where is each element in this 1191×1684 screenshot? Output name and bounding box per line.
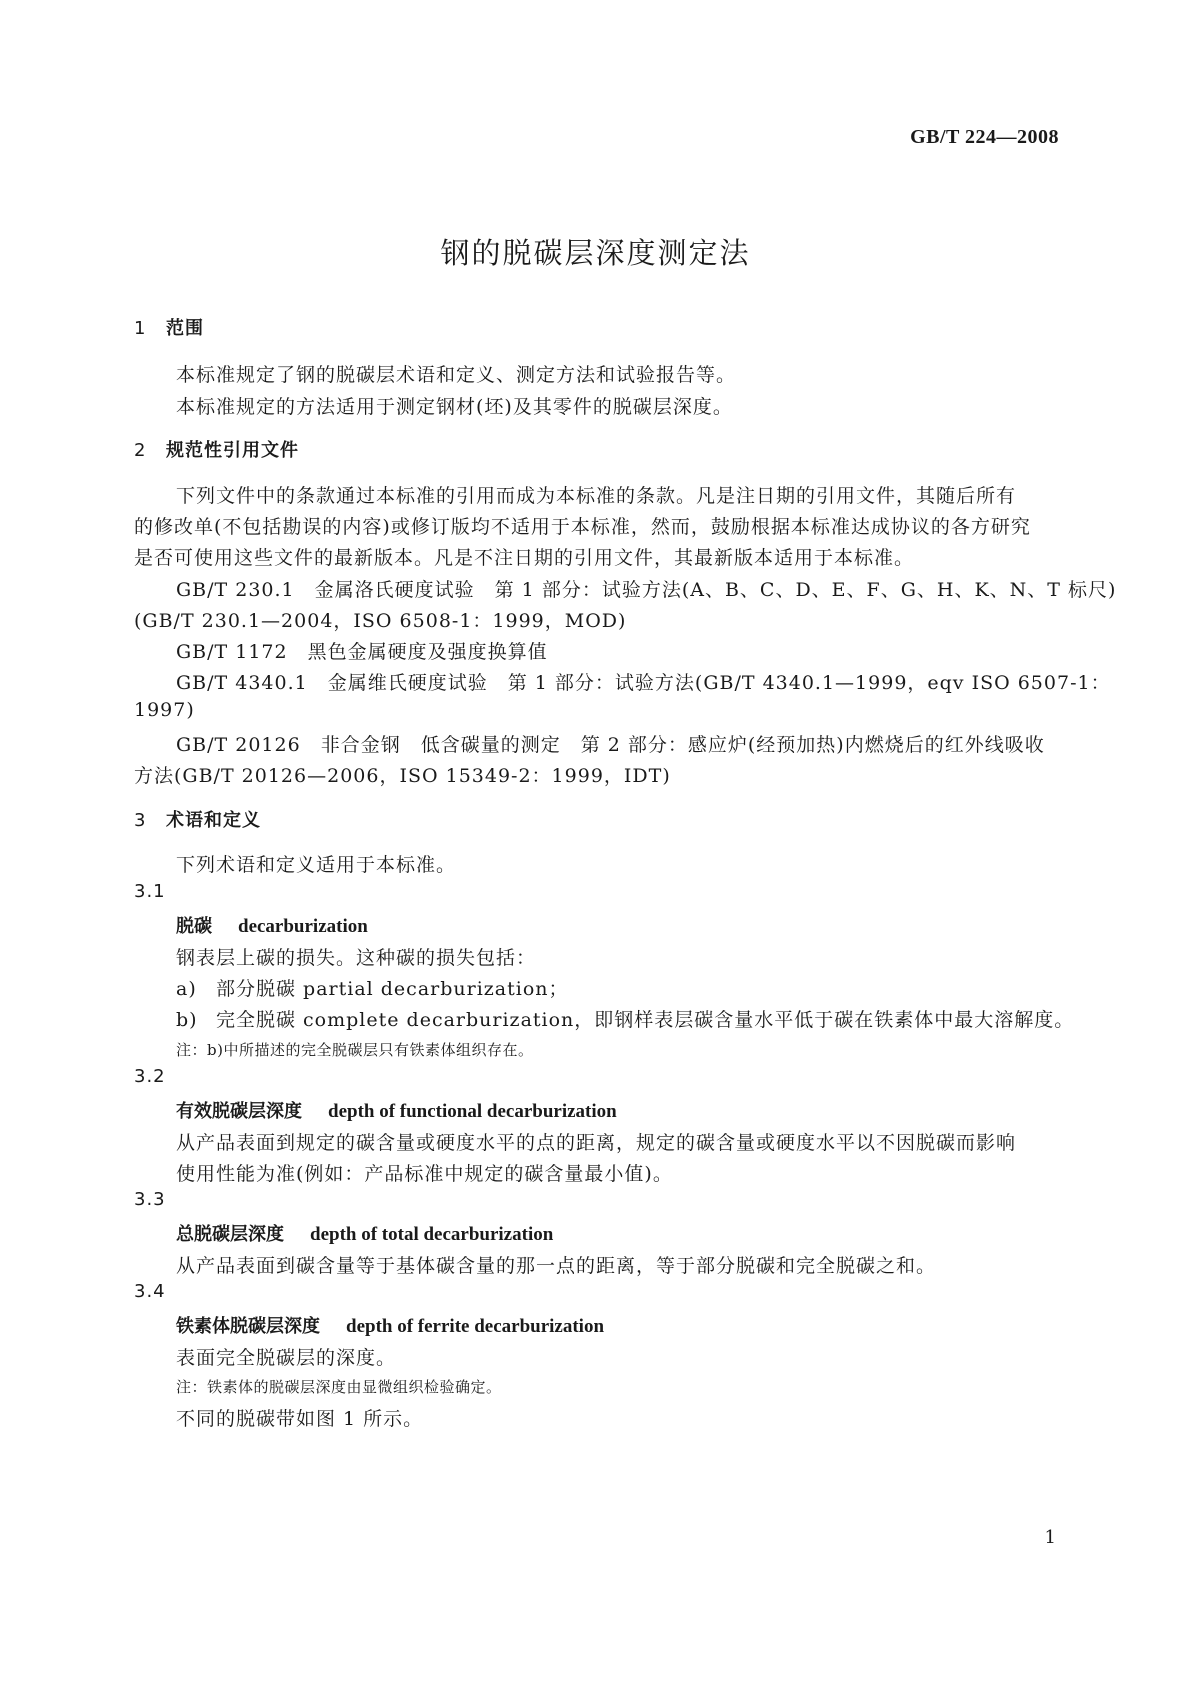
page-number: 1 [1044, 1527, 1056, 1548]
reference-entry: GB/T 20126 非合金钢 低含碳量的测定 第 2 部分：感应炉(经预加热)内燃烧后的红外线吸收 [176, 734, 1045, 756]
paragraph-line: 是否可使用这些文件的最新版本。凡是不注日期的引用文件，其最新版本适用于本标准。 [134, 547, 915, 569]
standard-number: GB/T 224—2008 [910, 126, 1059, 148]
paragraph: 本标准规定的方法适用于测定钢材(坯)及其零件的脱碳层深度。 [176, 396, 733, 418]
clause-number: 3.1 [134, 881, 166, 902]
section-3-heading [134, 806, 261, 832]
list-item-text: 完全脱碳 complete decarburization，即钢样表层碳含量水平低于碳在铁素体中最大溶解度。 [216, 1009, 1075, 1031]
clause-number: 3.3 [134, 1189, 166, 1210]
paragraph: 本标准规定了钢的脱碳层术语和定义、测定方法和试验报告等。 [176, 364, 737, 386]
definition: 钢表层上碳的损失。这种碳的损失包括： [176, 947, 537, 969]
definition: 从产品表面到碳含量等于基体碳含量的那一点的距离，等于部分脱碳和完全脱碳之和。 [176, 1255, 937, 1277]
reference-entry-cont: 1997) [134, 699, 195, 721]
list-marker: b) [176, 1009, 198, 1031]
section-title: 规范性引用文件 [166, 440, 299, 461]
definition-line: 从产品表面到规定的碳含量或硬度水平的点的距离，规定的碳含量或硬度水平以不因脱碳而影响 [176, 1132, 1017, 1154]
term-zh: 铁素体脱碳层深度 [176, 1316, 320, 1337]
paragraph: 不同的脱碳带如图 1 所示。 [176, 1408, 424, 1430]
reference-entry-cont: (GB/T 230.1—2004，ISO 6508-1：1999，MOD) [134, 610, 627, 632]
list-item [176, 1005, 1074, 1032]
section-number: 3 [134, 810, 147, 831]
list-marker: a) [176, 978, 197, 1000]
term-heading [176, 1220, 553, 1246]
term-zh: 有效脱碳层深度 [176, 1101, 302, 1122]
reference-entry-cont: 方法(GB/T 20126—2006，ISO 15349-2：1999，IDT) [134, 765, 671, 787]
reference-entry: GB/T 1172 黑色金属硬度及强度换算值 [176, 641, 548, 663]
paragraph-line: 下列文件中的条款通过本标准的引用而成为本标准的条款。凡是注日期的引用文件，其随后所有 [176, 485, 1017, 507]
term-heading [176, 1312, 604, 1338]
term-en: depth of functional decarburization [328, 1101, 617, 1122]
term-en: depth of total decarburization [310, 1224, 554, 1245]
term-en: decarburization [238, 916, 368, 937]
section-number: 1 [134, 318, 147, 339]
definition-line: 使用性能为准(例如：产品标准中规定的碳含量最小值)。 [176, 1163, 673, 1185]
definition: 表面完全脱碳层的深度。 [176, 1347, 397, 1369]
term-en: depth of ferrite decarburization [346, 1316, 605, 1337]
term-zh: 脱碳 [176, 916, 212, 937]
clause-number: 3.2 [134, 1066, 166, 1087]
section-title: 范围 [166, 318, 204, 339]
paragraph-line: 的修改单(不包括勘误的内容)或修订版均不适用于本标准，然而，鼓励根据本标准达成协议的各方研究 [134, 516, 1031, 538]
reference-entry: GB/T 4340.1 金属维氏硬度试验 第 1 部分：试验方法(GB/T 4340.1—1999，eqv ISO 6507-1： [176, 672, 1111, 694]
term-heading [176, 912, 368, 938]
document-title: 钢的脱碳层深度测定法 [440, 236, 751, 270]
term-zh: 总脱碳层深度 [176, 1224, 284, 1245]
section-2-heading [134, 436, 299, 462]
note: 注：b)中所描述的完全脱碳层只有铁素体组织存在。 [176, 1041, 534, 1059]
note: 注：铁素体的脱碳层深度由显微组织检验确定。 [176, 1378, 502, 1396]
section-number: 2 [134, 440, 147, 461]
section-title: 术语和定义 [166, 810, 261, 831]
term-heading [176, 1097, 617, 1123]
reference-entry: GB/T 230.1 金属洛氏硬度试验 第 1 部分：试验方法(A、B、C、D、E、F、G、H、K、N、T 标尺) [176, 579, 1117, 601]
list-item [176, 974, 569, 1001]
list-item-text: 部分脱碳 partial decarburization； [216, 978, 569, 1000]
paragraph: 下列术语和定义适用于本标准。 [176, 854, 457, 876]
clause-number: 3.4 [134, 1281, 166, 1302]
section-1-heading [134, 314, 204, 340]
